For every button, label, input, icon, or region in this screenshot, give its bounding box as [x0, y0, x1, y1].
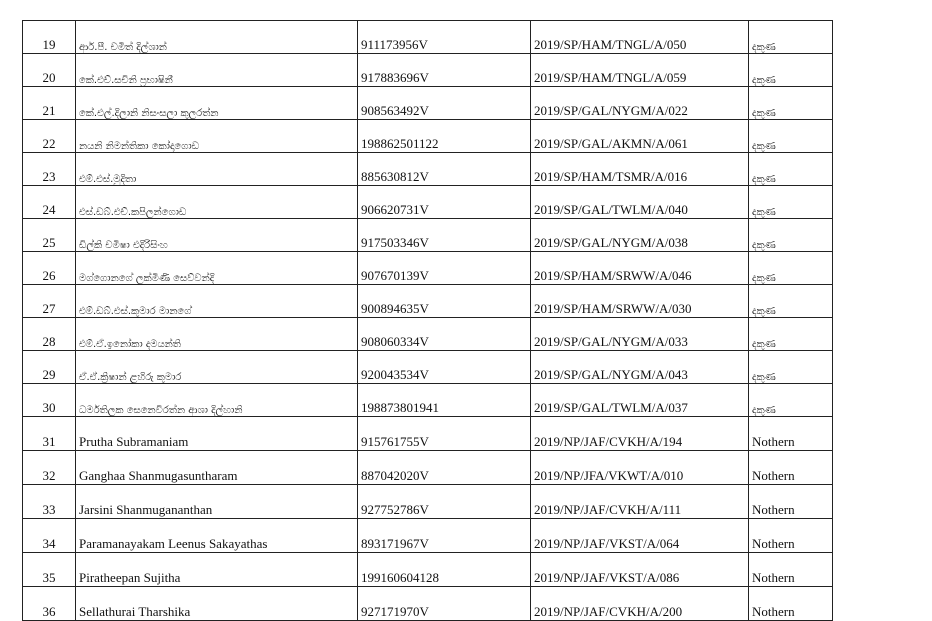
province-cell: Nothern: [749, 519, 833, 553]
row-number-cell: 26: [23, 252, 76, 285]
row-number-cell: 30: [23, 384, 76, 417]
province-cell: දකුණ: [749, 219, 833, 252]
applicant-name-cell: එස්.ඩබ්.එච්.කපිලන්ගොඩ: [76, 186, 358, 219]
table-row: [23, 285, 833, 318]
reference-number-cell: 2019/SP/HAM/TNGL/A/050: [531, 21, 749, 54]
nic-number-cell: 917883696V: [358, 54, 531, 87]
row-number-cell: 20: [23, 54, 76, 87]
nic-number-cell: 927752786V: [358, 485, 531, 519]
row-number-cell: 32: [23, 451, 76, 485]
row-number-cell: 23: [23, 153, 76, 186]
table-row: [23, 219, 833, 252]
reference-number-cell: 2019/NP/JFA/VKWT/A/010: [531, 451, 749, 485]
applicant-name-cell: ඒ.ඒ.ක්‍රිෂාන් ළහිරු කුමාර: [76, 351, 358, 384]
nic-number-cell: 887042020V: [358, 451, 531, 485]
reference-number-cell: 2019/NP/JAF/VKST/A/064: [531, 519, 749, 553]
nic-number-cell: 906620731V: [358, 186, 531, 219]
reference-number-cell: 2019/SP/GAL/TWLM/A/040: [531, 186, 749, 219]
row-number-cell: 28: [23, 318, 76, 351]
row-number-cell: 25: [23, 219, 76, 252]
table-row: [23, 120, 833, 153]
row-number-cell: 27: [23, 285, 76, 318]
province-cell: දකුණ: [749, 384, 833, 417]
row-number-cell: 21: [23, 87, 76, 120]
table-row: [23, 417, 833, 451]
applicant-name-cell: Prutha Subramaniam: [76, 417, 358, 451]
province-cell: දකුණ: [749, 285, 833, 318]
nic-number-cell: 908060334V: [358, 318, 531, 351]
nic-number-cell: 885630812V: [358, 153, 531, 186]
table-row: [23, 186, 833, 219]
nic-number-cell: 920043534V: [358, 351, 531, 384]
reference-number-cell: 2019/SP/GAL/TWLM/A/037: [531, 384, 749, 417]
reference-number-cell: 2019/SP/HAM/SRWW/A/030: [531, 285, 749, 318]
table-row: [23, 485, 833, 519]
nic-number-cell: 893171967V: [358, 519, 531, 553]
table-body: [23, 21, 833, 621]
row-number-cell: 29: [23, 351, 76, 384]
applicant-name-cell: කේ.එච්.සචිනි ප්‍රභාෂිනී: [76, 54, 358, 87]
table-row: [23, 519, 833, 553]
applicant-name-cell: ඩිල්කි චමිෂා එදිරිසිංහ: [76, 219, 358, 252]
reference-number-cell: 2019/SP/GAL/NYGM/A/022: [531, 87, 749, 120]
applicant-name-cell: කේ.එල්.දිලානි නිසංසලා කුලරත්න: [76, 87, 358, 120]
table-row: [23, 587, 833, 621]
applicant-table: [22, 20, 833, 621]
reference-number-cell: 2019/SP/HAM/TSMR/A/016: [531, 153, 749, 186]
table-row: [23, 54, 833, 87]
row-number-cell: 33: [23, 485, 76, 519]
table-row: [23, 384, 833, 417]
row-number-cell: 31: [23, 417, 76, 451]
row-number-cell: 22: [23, 120, 76, 153]
row-number-cell: 24: [23, 186, 76, 219]
province-cell: දකුණ: [749, 21, 833, 54]
nic-number-cell: 911173956V: [358, 21, 531, 54]
province-cell: දකුණ: [749, 252, 833, 285]
applicant-name-cell: එම්.එස්.මුදිතා: [76, 153, 358, 186]
nic-number-cell: 908563492V: [358, 87, 531, 120]
applicant-name-cell: එම්.ඩබ්.එස්.කුමාර මානගේ: [76, 285, 358, 318]
reference-number-cell: 2019/SP/HAM/SRWW/A/046: [531, 252, 749, 285]
table-row: [23, 87, 833, 120]
reference-number-cell: 2019/NP/JAF/CVKH/A/194: [531, 417, 749, 451]
applicant-name-cell: Paramanayakam Leenus Sakayathas: [76, 519, 358, 553]
province-cell: Nothern: [749, 587, 833, 621]
table-row: [23, 318, 833, 351]
table-row: [23, 21, 833, 54]
table-row: [23, 351, 833, 384]
nic-number-cell: 198862501122: [358, 120, 531, 153]
applicant-name-cell: ධර්මතිලක සෙනෙවිරත්න ආශා දිල්හානි: [76, 384, 358, 417]
reference-number-cell: 2019/SP/GAL/NYGM/A/043: [531, 351, 749, 384]
applicant-name-cell: Sellathurai Tharshika: [76, 587, 358, 621]
applicant-name-cell: නයනි නිමන්තිකා කෝදාගොඩ: [76, 120, 358, 153]
reference-number-cell: 2019/SP/GAL/NYGM/A/038: [531, 219, 749, 252]
reference-number-cell: 2019/SP/GAL/AKMN/A/061: [531, 120, 749, 153]
province-cell: දකුණ: [749, 153, 833, 186]
table-row: [23, 553, 833, 587]
table-row: [23, 153, 833, 186]
nic-number-cell: 198873801941: [358, 384, 531, 417]
province-cell: දකුණ: [749, 186, 833, 219]
applicant-name-cell: එම්.ඒ.ඉනෝකා දමයන්ති: [76, 318, 358, 351]
reference-number-cell: 2019/SP/GAL/NYGM/A/033: [531, 318, 749, 351]
province-cell: දකුණ: [749, 351, 833, 384]
province-cell: දකුණ: [749, 318, 833, 351]
nic-number-cell: 907670139V: [358, 252, 531, 285]
province-cell: Nothern: [749, 485, 833, 519]
nic-number-cell: 915761755V: [358, 417, 531, 451]
reference-number-cell: 2019/NP/JAF/CVKH/A/111: [531, 485, 749, 519]
province-cell: දකුණ: [749, 54, 833, 87]
province-cell: Nothern: [749, 451, 833, 485]
reference-number-cell: 2019/SP/HAM/TNGL/A/059: [531, 54, 749, 87]
province-cell: Nothern: [749, 417, 833, 451]
applicant-name-cell: මග්ගොනගේ ලක්මිණි සෙව්වන්දි: [76, 252, 358, 285]
reference-number-cell: 2019/NP/JAF/VKST/A/086: [531, 553, 749, 587]
applicant-name-cell: Piratheepan Sujitha: [76, 553, 358, 587]
applicant-name-cell: Ganghaa Shanmugasuntharam: [76, 451, 358, 485]
nic-number-cell: 917503346V: [358, 219, 531, 252]
row-number-cell: 35: [23, 553, 76, 587]
province-cell: දකුණ: [749, 120, 833, 153]
nic-number-cell: 927171970V: [358, 587, 531, 621]
row-number-cell: 34: [23, 519, 76, 553]
table-row: [23, 252, 833, 285]
row-number-cell: 36: [23, 587, 76, 621]
nic-number-cell: 199160604128: [358, 553, 531, 587]
province-cell: Nothern: [749, 553, 833, 587]
nic-number-cell: 900894635V: [358, 285, 531, 318]
reference-number-cell: 2019/NP/JAF/CVKH/A/200: [531, 587, 749, 621]
table-row: [23, 451, 833, 485]
applicant-name-cell: ආර්.පී. චමිත් දිල්ශාන්: [76, 21, 358, 54]
row-number-cell: 19: [23, 21, 76, 54]
province-cell: දකුණ: [749, 87, 833, 120]
applicant-name-cell: Jarsini Shanmugananthan: [76, 485, 358, 519]
